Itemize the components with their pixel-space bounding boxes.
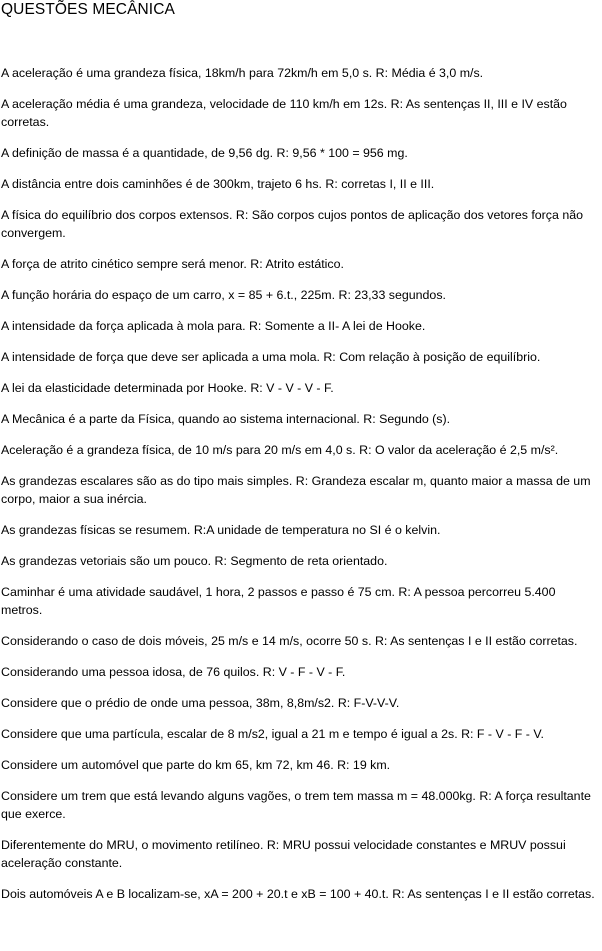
question-item: A lei da elasticidade determinada por Hooke. R: V - V - V - F.: [1, 381, 334, 395]
question-item: As grandezas vetoriais são um pouco. R: Segmento de reta orientado.: [1, 554, 388, 568]
question-item: Aceleração é a grandeza física, de 10 m/s para 20 m/s em 4,0 s. R: O valor da aceleração é 2,5 m/s².: [1, 443, 559, 457]
question-item: As grandezas físicas se resumem. R:A unidade de temperatura no SI é o kelvin.: [1, 523, 441, 537]
question-item: A função horária do espaço de um carro, x = 85 + 6.t., 225m. R: 23,33 segundos.: [1, 288, 446, 302]
question-item: Considerando uma pessoa idosa, de 76 quilos. R: V - F - V - F.: [1, 665, 346, 679]
question-item: Diferentemente do MRU, o movimento retilíneo. R: MRU possui velocidade constantes e MRUV possui aceleração constante.: [1, 838, 566, 870]
document-title: QUESTÕES MECÂNICA: [1, 1, 175, 18]
question-list: [1, 64, 600, 903]
question-item: A intensidade de força que deve ser aplicada a uma mola. R: Com relação à posição de equilíbrio.: [1, 350, 541, 364]
question-item: A aceleração é uma grandeza física, 18km/h para 72km/h em 5,0 s. R: Média é 3,0 m/s.: [1, 66, 484, 80]
question-item: Considere um automóvel que parte do km 65, km 72, km 46. R: 19 km.: [1, 758, 391, 772]
question-item: Dois automóveis A e B localizam-se, xA = 200 + 20.t e xB = 100 + 40.t. R: As sentenças I e II estão corretas.: [1, 887, 595, 901]
question-item: Considere um trem que está levando alguns vagões, o trem tem massa m = 48.000kg. R: A força resultante que exerce.: [1, 789, 591, 821]
question-item: A aceleração média é uma grandeza, velocidade de 110 km/h em 12s. R: As sentenças II, III e IV estão corretas.: [1, 97, 567, 129]
question-item: Considere que o prédio de onde uma pessoa, 38m, 8,8m/s2. R: F-V-V-V.: [1, 696, 400, 710]
question-item: A definição de massa é a quantidade, de 9,56 dg. R: 9,56 * 100 = 956 mg.: [1, 146, 408, 160]
question-item: A força de atrito cinético sempre será menor. R: Atrito estático.: [1, 257, 344, 271]
question-item: Considerando o caso de dois móveis, 25 m/s e 14 m/s, ocorre 50 s. R: As sentenças I e II estão corretas.: [1, 634, 578, 648]
question-item: Considere que uma partícula, escalar de 8 m/s2, igual a 21 m e tempo é igual a 2s. R: F - V - F - V.: [1, 727, 544, 741]
question-item: A física do equilíbrio dos corpos extensos. R: São corpos cujos pontos de aplicação dos vetores força não convergem.: [1, 208, 584, 240]
question-item: As grandezas escalares são as do tipo mais simples. R: Grandeza escalar m, quanto maior a massa de um corpo, maior a sua inércia.: [1, 474, 591, 506]
question-item: A Mecânica é a parte da Física, quando ao sistema internacional. R: Segundo (s).: [1, 412, 451, 426]
question-item: A distância entre dois caminhões é de 300km, trajeto 6 hs. R: corretas I, II e III.: [1, 177, 435, 191]
question-item: A intensidade da força aplicada à mola para. R: Somente a II- A lei de Hooke.: [1, 319, 426, 333]
question-item: Caminhar é uma atividade saudável, 1 hora, 2 passos e passo é 75 cm. R: A pessoa percorreu 5.400 metros.: [1, 585, 556, 617]
